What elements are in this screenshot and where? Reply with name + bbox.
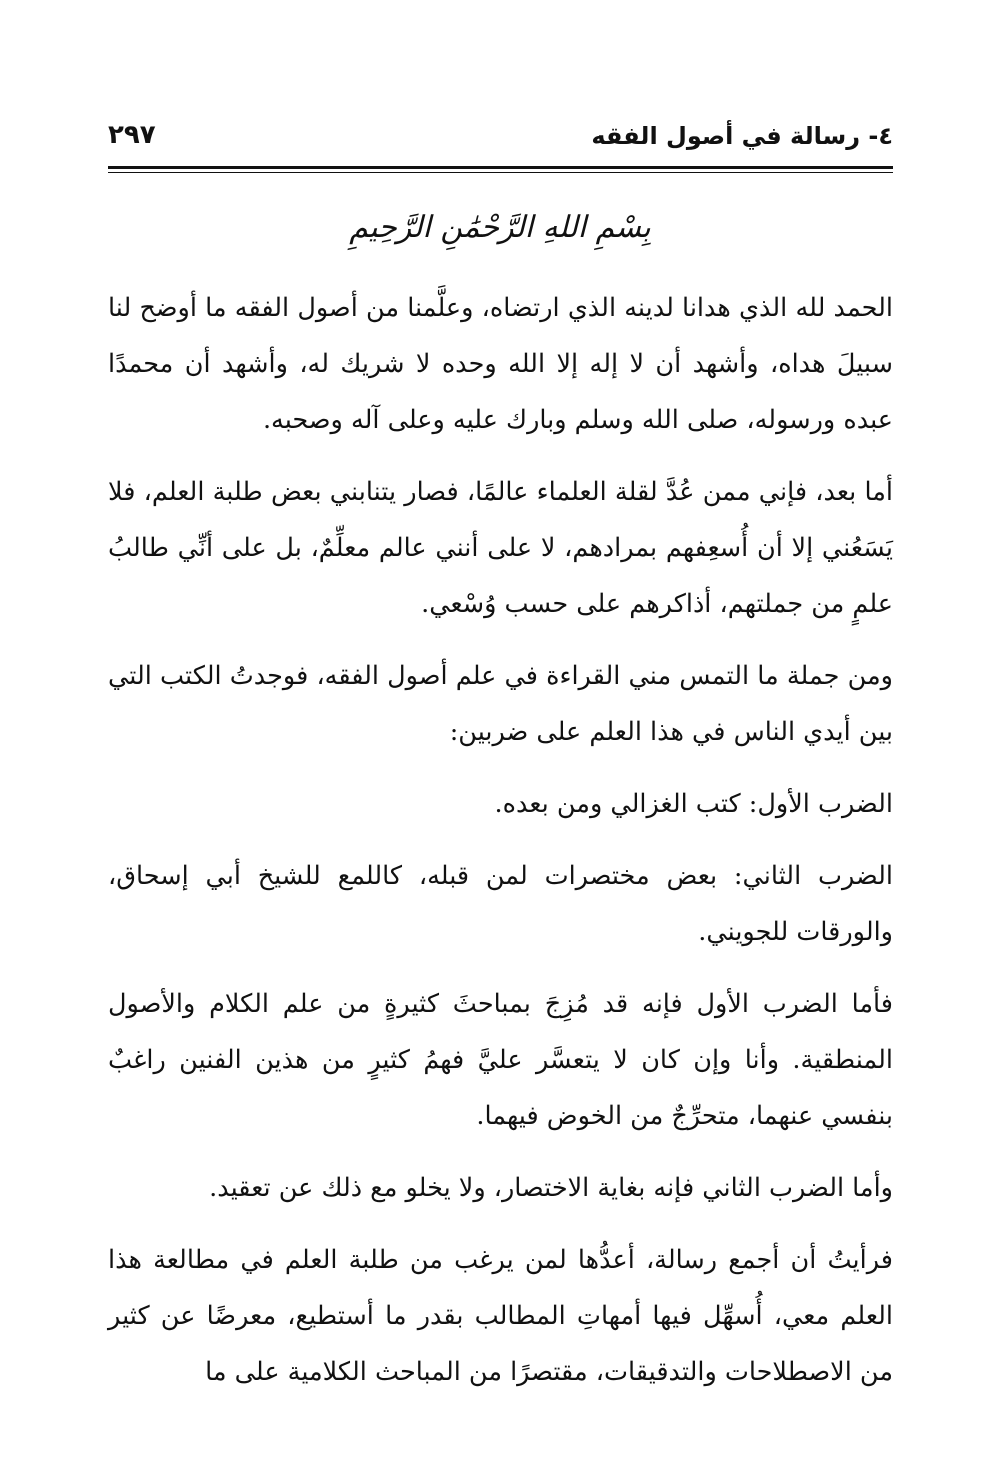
basmala-calligraphy: بِسْمِ اللهِ الرَّحْمَٰنِ الرَّحِيمِ xyxy=(349,210,651,245)
paragraph-first-kind: الضرب الأول: كتب الغزالي ومن بعده. xyxy=(494,789,893,819)
paragraph-first-kind-critique: فأما الضرب الأول فإنه قد مُزِجَ بمباحثَ كثيرةٍ من علم الكلام والأصول المنطقية. وأنا وإن كان لا يتعسَّر عليَّ فهمُ كثيرٍ من هذين الفنين راغبٌ بنفسي عنهما، متحرِّجٌ من الخوض فيهما. xyxy=(108,989,893,1131)
paragraph-second-kind-critique: وأما الضرب الثاني فإنه بغاية الاختصار، ولا يخلو مع ذلك عن تعقيد. xyxy=(209,1173,893,1203)
paragraph-second-kind: الضرب الثاني: بعض مختصرات لمن قبله، كاللمع للشيخ أبي إسحاق، والورقات للجويني. xyxy=(108,861,893,947)
body-text xyxy=(108,280,893,1416)
paragraph-intro: أما بعد، فإني ممن عُدَّ لقلة العلماء عالمًا، فصار يتنابني بعض طلبة العلم، فلا يَسَعُني إلا أن أُسعِفهم بمرادهم، لا على أنني عالم معلِّمٌ، بل على أنِّي طالبُ علمٍ من جملتهم، أذاكرهم على حسب وُسْعي. xyxy=(108,477,893,619)
paragraph-purpose: فرأيتُ أن أجمع رسالة، أعدُّها لمن يرغب من طلبة العلم في مطالعة هذا العلم معي، أُسهِّل فيها أمهاتِ المطالب بقدر ما أستطيع، معرضًا عن كثير من الاصطلاحات والتدقيقات، مقتصرًا من المباحث الكلامية على ما xyxy=(108,1245,893,1387)
header-rule-thick xyxy=(108,166,893,169)
paragraph-opening: الحمد لله الذي هدانا لدينه الذي ارتضاه، وعلَّمنا من أصول الفقه ما أوضح لنا سبيلَ هداه، وأشهد أن لا إله إلا الله وحده لا شريك له، وأشهد أن محمدًا عبده ورسوله، صلى الله وسلم وبارك عليه وعلى آله وصحبه. xyxy=(108,293,893,435)
chapter-title: ٤- رسالة في أصول الفقه xyxy=(591,122,893,150)
paragraph-books: ومن جملة ما التمس مني القراءة في علم أصول الفقه، فوجدتُ الكتب التي بين أيدي الناس في هذا العلم على ضربين: xyxy=(108,661,893,747)
running-header xyxy=(108,118,893,162)
header-rule-thin xyxy=(108,172,893,173)
page-number: ٢٩٧ xyxy=(108,120,156,150)
